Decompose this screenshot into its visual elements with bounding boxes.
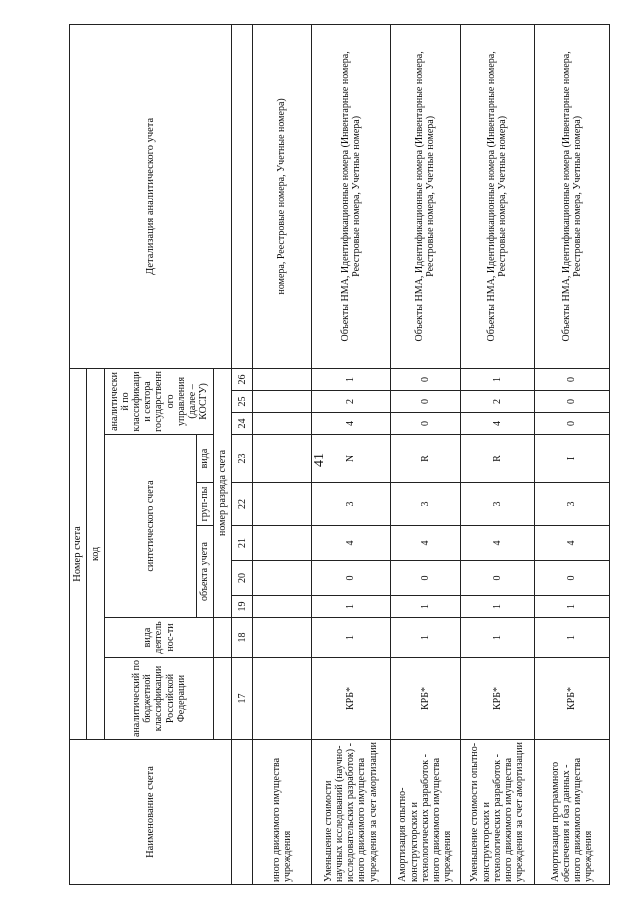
digit-cell: 21 (232, 526, 253, 561)
row-cell: 0 (534, 561, 609, 596)
row-detail: Объекты НМА, Идентификационные номера (Инвентарные номера, Реестровые номера, Учетные номера) (460, 24, 534, 368)
row-name: Уменьшение стоимости опытно-конструкторских и технологических разработок - иного движимого имущества учреждения за счет амортизации (460, 740, 534, 885)
digit-cell: 22 (232, 483, 253, 526)
row-cell: 0 (460, 561, 534, 596)
header-groups: груп-пы (197, 483, 213, 526)
header-detail: Детализация аналитического учета (70, 24, 232, 368)
row-detail: номера, Реестровые номера, Учетные номера) (253, 24, 311, 368)
row-cell: 1 (460, 618, 534, 658)
header-kind: вида (197, 435, 213, 483)
row-cell: 0 (534, 391, 609, 413)
digit-cell: 19 (232, 596, 253, 618)
row-detail: Объекты НМА, Идентификационные номера (Инвентарные номера, Реестровые номера, Учетные номера) (390, 24, 460, 368)
row-cell: 2 (460, 391, 534, 413)
row-cell: КРБ* (534, 658, 609, 740)
page-number: 41 (312, 453, 327, 467)
header-account-object: объекта учета (197, 526, 213, 618)
row-cell (253, 658, 311, 740)
row-cell: 3 (534, 483, 609, 526)
row-cell: 1 (311, 596, 390, 618)
table-row (460, 24, 534, 884)
table-row (253, 24, 311, 884)
row-cell (253, 526, 311, 561)
row-cell: 4 (390, 526, 460, 561)
row-cell: 0 (390, 368, 460, 390)
row-cell: R (460, 435, 534, 483)
header-analytical-budget: аналитический по бюджетной классификации Российской Федерации (105, 658, 213, 740)
row-cell: 4 (311, 413, 390, 435)
row-cell: 1 (460, 596, 534, 618)
row-cell: I (534, 435, 609, 483)
digit-spacer (232, 24, 253, 368)
row-name: Амортизация программного обеспечения и баз данных - иного движимого имущества учреждения (534, 740, 609, 885)
row-cell: 1 (460, 368, 534, 390)
header-code: код (86, 368, 105, 739)
accounts-table (69, 25, 610, 885)
row-detail: Объекты НМА, Идентификационные номера (Инвентарные номера, Реестровые номера, Учетные номера) (311, 24, 390, 368)
row-name: Уменьшение стоимости научных исследований (научно-исследовательских разработок) - иного движимого имущества учреждения за счет амортизации (311, 740, 390, 885)
row-cell: 4 (460, 526, 534, 561)
row-cell: R (390, 435, 460, 483)
header-account-number: Номер счета (70, 368, 87, 739)
row-cell: КРБ* (460, 658, 534, 740)
row-cell: 1 (311, 618, 390, 658)
row-cell: КРБ* (390, 658, 460, 740)
digit-spacer (232, 740, 253, 885)
row-detail: Объекты НМА, Идентификационные номера (Инвентарные номера, Реестровые номера, Учетные номера) (534, 24, 609, 368)
digit-cell: 17 (232, 658, 253, 740)
row-cell: 0 (534, 413, 609, 435)
digit-cell: 26 (232, 368, 253, 390)
row-name: иного движимого имущества учреждения (253, 740, 311, 885)
row-cell: 4 (460, 413, 534, 435)
digit-cell: 20 (232, 561, 253, 596)
row-cell: 4 (311, 526, 390, 561)
row-cell: 3 (311, 483, 390, 526)
table-row (534, 24, 609, 884)
row-cell (253, 435, 311, 483)
digit-cell: 23 (232, 435, 253, 483)
row-cell: 0 (390, 561, 460, 596)
header-activity-type: вида деятельнос-ти (105, 618, 213, 658)
row-name: Амортизация опытно-конструкторских и технологических разработок - иного движимого имущества учреждения (390, 740, 460, 885)
row-cell (253, 391, 311, 413)
row-cell: N (311, 435, 390, 483)
row-cell: КРБ* (311, 658, 390, 740)
digit-cell: 18 (232, 618, 253, 658)
row-cell: 1 (534, 596, 609, 618)
row-cell: 1 (311, 368, 390, 390)
digit-cell: 25 (232, 391, 253, 413)
row-cell (253, 483, 311, 526)
row-cell: 0 (534, 368, 609, 390)
header-analytical-kosgu: аналитический по классификации сектора государственного управления (далее – КОСГУ) (105, 368, 213, 434)
row-cell: 1 (390, 618, 460, 658)
row-cell: 2 (311, 391, 390, 413)
header-synthetic: синтетического счета (105, 435, 197, 618)
table-row (390, 24, 460, 884)
row-cell (253, 368, 311, 390)
header-digit-row: номер разряда счета (213, 368, 232, 617)
row-cell: 0 (311, 561, 390, 596)
row-cell: 0 (390, 413, 460, 435)
row-cell (253, 618, 311, 658)
row-cell: 3 (390, 483, 460, 526)
row-cell: 4 (534, 526, 609, 561)
row-cell (253, 561, 311, 596)
row-cell (253, 596, 311, 618)
row-cell (253, 413, 311, 435)
table-row (311, 24, 390, 884)
row-cell: 0 (390, 391, 460, 413)
row-cell: 1 (390, 596, 460, 618)
header-name: Наименование счета (70, 740, 232, 885)
row-cell: 3 (460, 483, 534, 526)
row-cell: 1 (534, 618, 609, 658)
digit-cell: 24 (232, 413, 253, 435)
